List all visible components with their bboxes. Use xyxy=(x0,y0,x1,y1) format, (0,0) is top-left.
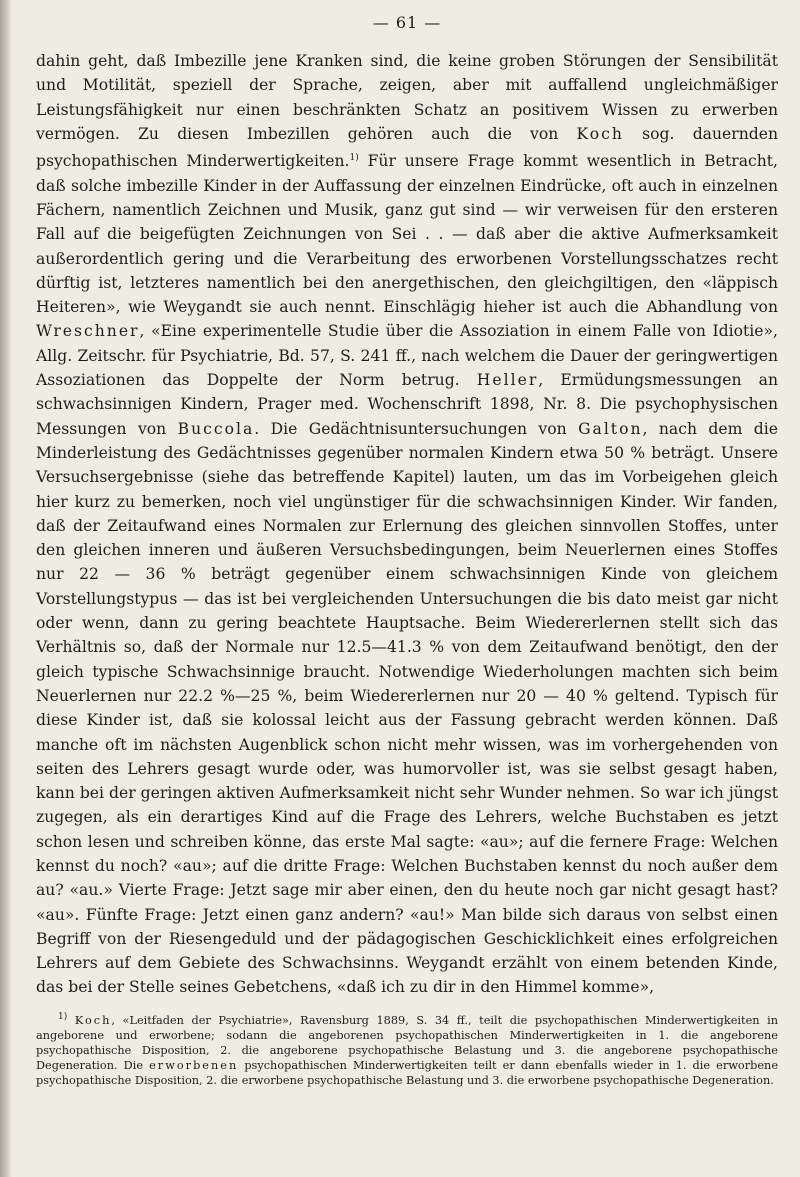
author-heller: Heller xyxy=(476,371,539,390)
author-galton: Galton xyxy=(578,419,643,438)
author-wreschner: Wreschner xyxy=(36,322,140,341)
footnote-reference: 1) xyxy=(349,153,359,164)
text-run: psychopathischen Minderwertigkeiten teilt er dann ebenfalls wieder in 1. die erworbene psychopathische Disposition, 2. die erworbene psychopathische Belastung und 3. die erworbene psychopathische Degeneration. xyxy=(36,1059,779,1088)
text-run: dahin geht, daß Imbezille jene Kranken sind, die keine groben Störungen der Sensibilität und Motilität, speziell der Sprache, zeigen, aber mit auffallend ungleichmäßiger Leistungsfähigkeit nur einen beschränkten Schatz an positivem Wissen zu erwerben vermögen. Zu diesen Imbezillen gehören auch die von xyxy=(36,52,778,143)
text-run: sog. dauernden psychopathischen Minderwertigkeiten. xyxy=(36,124,778,171)
author-koch: Koch xyxy=(74,1013,112,1027)
text-run: Für unsere Frage kommt wesentlich in Betracht, daß solche imbezille Kinder in der Auffassung der einzelnen Eindrücke, oft auch in einzelnen Fächern, namentlich Zeichnen und Musik, ganz gut sind — wir verweisen für den ersteren Fall auf die beigefügten Zeichnungen von Sei . . — daß aber die aktive Aufmerksamkeit außerordentlich gering und die Verarbeitung des erworbenen Vorstellungsschatzes recht dürftig ist, letzteres namentlich bei den anergethischen, den gleichgiltigen, den «läppisch Heiteren», wie Weygandt sie auch nennt. Einschlägig hieher ist auch die Abhandlung von xyxy=(36,152,778,317)
book-page xyxy=(36,0,778,1089)
author-koch: Koch xyxy=(576,124,624,143)
text-run: . Die Gedächtnisuntersuchungen von xyxy=(254,419,579,438)
text-run: , Ermüdungsmessungen an schwachsinnigen Kindern, Prager med. Wochenschrift 1898, Nr. 8. Die psychophysischen Messungen von xyxy=(36,371,778,438)
page-number: — 61 — xyxy=(372,13,442,32)
book-spine-shadow xyxy=(0,0,12,1177)
footnote xyxy=(36,1010,778,1089)
text-run: , «Eine experimentelle Studie über die Assoziation in einem Falle von Idiotie», Allg. Zeitschr. für Psychiatrie, Bd. 57, S. 241 ff., nach welchem die Dauer der geringwertigen Assoziationen das Doppelte der Norm betrug. xyxy=(36,322,778,390)
text-run: , nach dem die Minderleistung des Gedächtnisses gegenüber normalen Kindern etwa 50 % beträgt. Unsere Versuchsergebnisse (siehe das betreffende Kapitel) lauten, um das im Vorbeigehen gleich hier kurz zu bemerken, noch viel ungünstiger für die schwachsinnigen Kinder. Wir fanden, daß der Zeitaufwand eines Normalen zur Erlernung des gleichen sinnvollen Stoffes, unter den gleichen inneren und äußeren Versuchsbedingungen, beim Neuerlernen eines Stoffes nur 22 — 36 % beträgt gegenüber einem schwachsinnigen Kinde von gleichem Vorstellungstypus — das ist bei vergleichenden Untersuchungen die bis dato meist gar nicht oder wenn, dann zu gering beachtete Hauptsache. Beim Wiedererlernen stellt sich das Verhältnis so, daß der Normale nur 12.5—41.3 % von dem Zeitaufwand benötigt, den der gleich typische Schwachsinnige braucht. Notwendige Wiederholungen machten sich beim Neuerlernen nur 22.2 %—25 %, beim Wiedererlernen nur 20 — 40 % geltend. Typisch für diese Kinder ist, daß sie kolossal leicht aus der Fassung gebracht werden können. Daß manche oft im nächsten Augenblick schon nicht mehr wissen, was im vorhergehenden von seiten des Lehrers gesagt wurde oder, was humorvoller ist, was sie selbst gesagt haben, kann bei der geringen aktiven Aufmerksamkeit nicht sehr Wunder nehmen. So war ich jüngst zugegen, als ein derartiges Kind auf die Frage des Lehrers, welche Buchstaben es jetzt schon lesen und schreiben könne, das erste Mal sagte: «au»; auf die fernere Frage: Welchen kennst du noch? «au»; auf die dritte Frage: Welchen Buchstaben kennst du noch außer dem au? «au.» Vierte Frage: Jetzt sage mir aber einen, den du heute noch gar nicht gesagt hast? «au». Fünfte Frage: Jetzt einen ganz andern? «au!» Man bilde sich daraus von selbst einen Begriff von der Riesengeduld und der pädagogischen Geschicklichkeit eines erfolgreichen Lehrers auf dem Gebiete des Schwachsinns. Weygandt erzählt von einem betenden Kinde, das bei der Stelle seines Gebetchens, «daß ich zu dir in den Himmel komme», xyxy=(36,419,779,997)
paragraph xyxy=(36,49,778,1000)
main-text xyxy=(36,49,778,1000)
author-buccola: Buccola xyxy=(177,419,255,438)
text-run: , «Leitfaden der Psychiatrie», Ravensburg 1889, S. 34 ff., teilt die psychopathischen Minderwertigkeiten in angeborene und erworbene; sodann die angeborenen psychopathischen Minderwertigkeiten in 1. die angeborene psychopathische Disposition, 2. die angeborene psychopathische Belastung und 3. die angeborene psychopathische Degeneration. Die xyxy=(36,1013,778,1073)
footnote-block xyxy=(36,1010,778,1089)
emphasis-erworbenen: erworbenen xyxy=(149,1059,239,1073)
footnote-marker: 1) xyxy=(58,1011,68,1022)
